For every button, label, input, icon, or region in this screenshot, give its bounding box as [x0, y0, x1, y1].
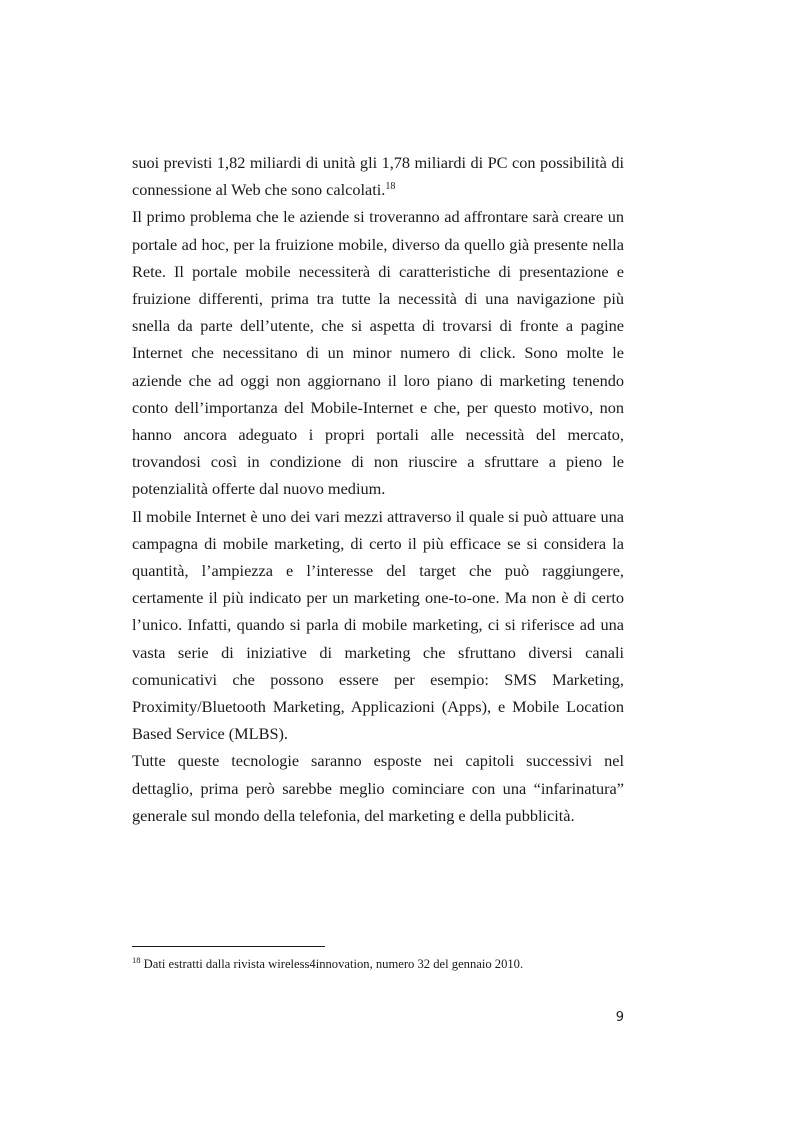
paragraph-1: [132, 149, 624, 203]
page-number: 9: [615, 1010, 624, 1025]
paragraph-4: Tutte queste tecnologie saranno esposte nei capitoli successivi nel dettaglio, prima però sarebbe meglio cominciare con una “infarinatura” generale sul mondo della telefonia, del marketing e della pubblicità.: [132, 751, 624, 825]
footnote-reference[interactable]: 18: [385, 181, 396, 193]
footnote-divider: [132, 946, 325, 947]
footnote-number: 18: [132, 955, 141, 965]
paragraph-1-text: suoi previsti 1,82 miliardi di unità gli 1,78 miliardi di PC con possibilità di connessione al Web che sono calcolati.: [132, 153, 624, 200]
body-text: [132, 149, 624, 829]
paragraph-3: Il mobile Internet è uno dei vari mezzi attraverso il quale si può attuare una campagna di mobile marketing, di certo il più efficace se si considera la quantità, l’ampiezza e l’interesse del target che può raggiungere, certamente il più indicato per un marketing one-to-one. Ma non è di certo l’unico. Infatti, quando si parla di mobile marketing, ci si riferisce ad una vasta serie di iniziative di marketing che sfruttano diversi canali comunicativi che possono essere per esempio: SMS Marketing, Proximity/Bluetooth Marketing, Applicazioni (Apps), e Mobile Location Based Service (MLBS).: [132, 506, 624, 744]
footnote: [132, 955, 624, 973]
paragraph-2: Il primo problema che le aziende si troveranno ad affrontare sarà creare un portale ad hoc, per la fruizione mobile, diverso da quello già presente nella Rete. Il portale mobile necessiterà di caratteristiche di presentazione e fruizione differenti, prima tra tutte la necessità di una navigazione più snella da parte dell’utente, che si aspetta di trovarsi di fronte a pagine Internet che necessitano di un minor numero di click. Sono molte le aziende che ad oggi non aggiornano il loro piano di marketing tenendo conto dell’importanza del Mobile-Internet e che, per questo motivo, non hanno ancora adeguato i propri portali alle necessità del mercato, trovandosi così in condizione di non riuscire a sfruttare a pieno le potenzialità offerte dal nuovo medium.: [132, 207, 624, 499]
footnote-text: Dati estratti dalla rivista wireless4innovation, numero 32 del gennaio 2010.: [143, 957, 524, 971]
